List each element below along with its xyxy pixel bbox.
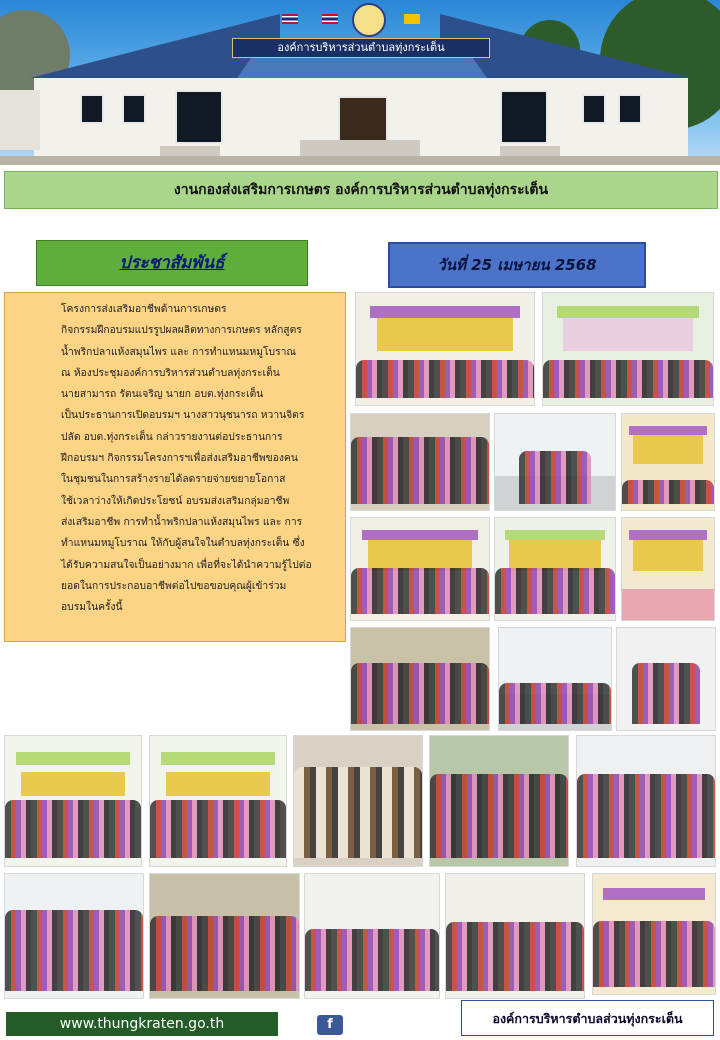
story-line: โครงการส่งเสริมอาชีพด้านการเกษตร bbox=[61, 303, 227, 315]
event-photo bbox=[542, 292, 714, 406]
event-photo bbox=[4, 735, 142, 867]
event-photo bbox=[576, 735, 716, 867]
story-line: เป็นประธานการเปิดอบรมฯ นางสาวนุชนารถ หวานจิตร bbox=[61, 409, 305, 422]
story-text bbox=[4, 292, 346, 642]
story-line: ณ ห้องประชุมองค์การบริหารส่วนตำบลทุ่งกระเต็น bbox=[61, 366, 280, 379]
story-line: ได้รับความสนใจเป็นอย่างมาก เพื่อที่จะได้นำความรู้ไปต่อ bbox=[61, 558, 312, 571]
story-line: น้ำพริกปลาแห้งสมุนไพร และ การทำแหนมหมูโบราณ bbox=[61, 345, 296, 358]
event-photo bbox=[621, 413, 715, 511]
event-photo bbox=[293, 735, 423, 867]
event-photo bbox=[350, 517, 490, 621]
story-line: ส่งเสริมอาชีพ การทำน้ำพริกปลาแห้งสมุนไพร และ การ bbox=[61, 515, 303, 528]
story-line: อบรมในครั้งนี้ bbox=[61, 601, 123, 614]
date-label: วันที่ 25 เมษายน 2568 bbox=[388, 242, 646, 288]
event-photo bbox=[592, 873, 716, 995]
building-photo bbox=[0, 0, 720, 165]
department-banner: งานกองส่งเสริมการเกษตร องค์การบริหารส่วนตำบลทุ่งกระเต็น bbox=[4, 171, 718, 209]
event-photo bbox=[621, 517, 715, 621]
story-line: ฝึกอบรมฯ กิจกรรมโครงการฯเพื่อส่งเสริมอาชีพของคน bbox=[61, 452, 298, 465]
event-photo bbox=[4, 873, 144, 999]
story-line: ทำแหนมหมูโบราณ ให้กับผู้สนใจในตำบลทุ่งกระเต็น ซึ่ง bbox=[61, 537, 305, 550]
story-line: ปลัด อบต.ทุ่งกระเต็น กล่าวรายงานต่อประธานการ bbox=[61, 430, 283, 443]
event-photo bbox=[149, 735, 287, 867]
event-photo bbox=[304, 873, 440, 999]
event-photo bbox=[494, 413, 616, 511]
facebook-icon[interactable]: f bbox=[317, 1015, 343, 1035]
event-photo bbox=[429, 735, 569, 867]
event-photo bbox=[494, 517, 616, 621]
event-photo bbox=[149, 873, 300, 999]
story-line: ยอดในการประกอบอาชีพต่อไปขอขอบคุณผู้เข้าร่วม bbox=[61, 579, 287, 592]
event-photo bbox=[498, 627, 612, 731]
emblem-icon bbox=[352, 3, 386, 37]
event-photo bbox=[350, 627, 490, 731]
event-photo bbox=[350, 413, 490, 511]
story-line: ในชุมชนในการสร้างรายได้ลดรายจ่ายขยายโอกาส bbox=[61, 473, 286, 486]
event-photo bbox=[445, 873, 585, 999]
website-link[interactable]: www.thungkraten.go.th bbox=[6, 1012, 278, 1036]
story-line: กิจกรรมฝึกอบรมแปรรูปผลผลิตทางการเกษตร หลักสูตร bbox=[61, 324, 302, 337]
event-photo bbox=[355, 292, 535, 406]
story-line: นายสามารถ รัตนเจริญ นายก อบต.ทุ่งกระเต็น bbox=[61, 388, 264, 401]
section-label: ประชาสัมพันธ์ bbox=[36, 240, 308, 286]
story-line: ใช้เวลาว่างให้เกิดประโยชน์ อบรมส่งเสริมกลุ่มอาชีพ bbox=[61, 494, 290, 507]
building-sign: องค์การบริหารส่วนตำบลทุ่งกระเต็น bbox=[232, 38, 490, 58]
event-photo bbox=[616, 627, 716, 731]
footer-organization: องค์การบริหารตำบลส่วนทุ่งกระเต็น bbox=[461, 1000, 714, 1036]
